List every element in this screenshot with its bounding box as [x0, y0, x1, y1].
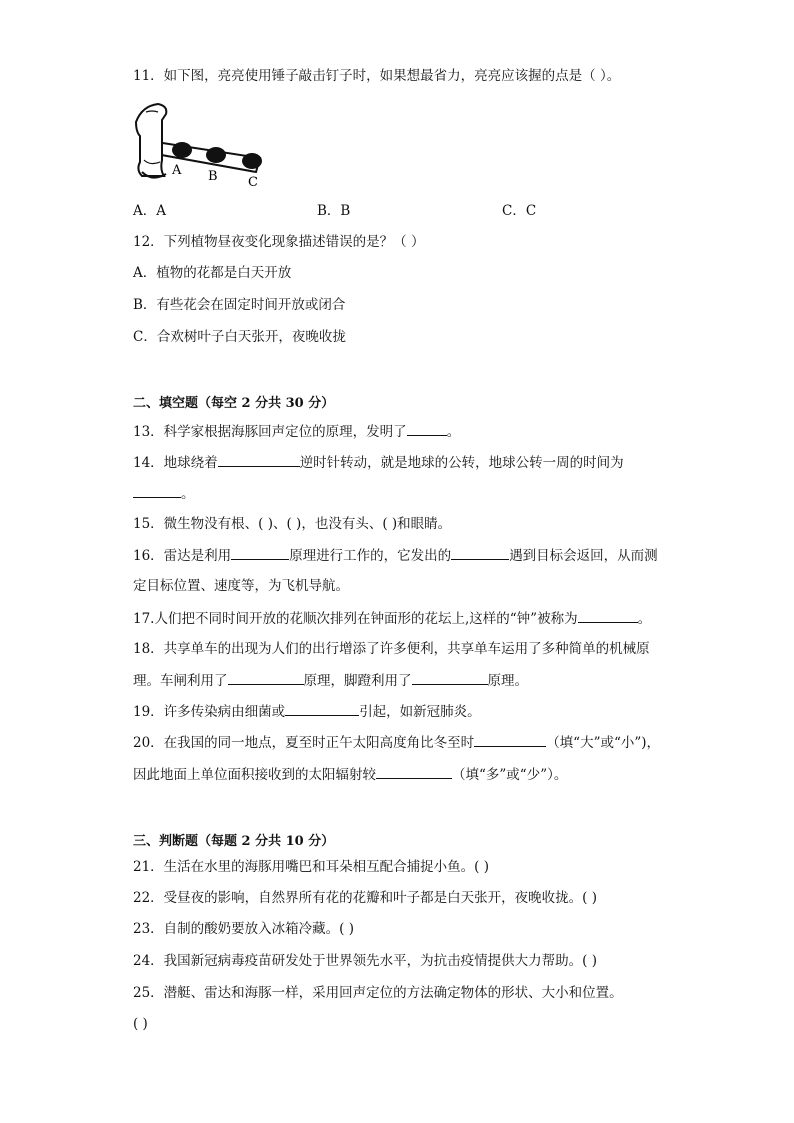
question-22: 22．受昼夜的影响，自然界所有花的花瓣和叶子都是白天张开，夜晚收拢。( ): [133, 890, 598, 906]
question-18-line-1: 18．共享单车的出现为人们的出行增添了许多便利，共享单车运用了多种简单的机械原: [133, 641, 650, 657]
question-13: 13．科学家根据海豚回声定位的原理，发明了 。: [133, 421, 460, 442]
question-19: 19．许多传染病由细菌或 引起，如新冠肺炎。: [133, 701, 481, 722]
q11-option-c: C．C: [502, 203, 537, 219]
q11-option-b: B．B: [317, 203, 351, 219]
question-12-text: 12．下列植物昼夜变化现象描述错误的是？（ ）: [133, 234, 425, 250]
question-15: 15．微生物没有根、( )、( )，也没有头、( )和眼睛。: [133, 516, 452, 532]
question-20-line-1: 20．在我国的同一地点，夏至时正午太阳高度角比冬至时 （填“大”或“小”)，: [133, 732, 660, 753]
question-21: 21．生活在水里的海豚用嘴巴和耳朵相互配合捕捉小鱼。( ): [133, 859, 490, 875]
q11-option-a: A．A: [133, 203, 166, 219]
figure-label-c: C: [248, 175, 258, 190]
grip-point-c: [242, 153, 262, 169]
question-14-line-2: 。: [133, 483, 195, 504]
q12-option-c: C．合欢树叶子白天张开，夜晚收拢: [133, 329, 346, 345]
question-20-line-2: 因此地面上单位面积接收到的太阳辐射较 （填“多”或“少”）。: [133, 764, 567, 785]
question-14-line-1: 14．地球绕着 逆时针转动，就是地球的公转，地球公转一周的时间为: [133, 452, 624, 473]
section-2-heading: 二、填空题（每空 2 分共 30 分）: [133, 396, 335, 411]
question-18-line-2: 理。车闸利用了 原理，脚蹬利用了 原理。: [133, 670, 528, 691]
question-17: 17.人们把不同时间开放的花顺次排列在钟面形的花坛上,这样的“钟”被称为 。: [133, 608, 651, 629]
figure-label-b: B: [208, 169, 218, 184]
section-3-heading: 三、判断题（每题 2 分共 10 分）: [133, 834, 335, 849]
question-11-text: 11．如下图，亮亮使用锤子敲击钉子时，如果想最省力，亮亮应该握的点是（ ）。: [133, 68, 621, 84]
question-16-line-1: 16．雷达是利用 原理进行工作的，它发出的 遇到目标会返回，从而测: [133, 545, 658, 566]
q12-option-b: B．有些花会在固定时间开放或闭合: [133, 297, 346, 313]
grip-point-a: [172, 142, 192, 158]
hammer-figure: [128, 100, 268, 190]
question-16-line-2: 定目标位置、速度等，为飞机导航。: [133, 578, 349, 594]
grip-point-b: [206, 147, 226, 163]
figure-label-a: A: [172, 163, 182, 178]
question-23: 23．自制的酸奶要放入冰箱冷藏。( ): [133, 921, 355, 937]
q12-option-a: A．植物的花都是白天开放: [133, 265, 292, 281]
question-25-line-1: 25．潜艇、雷达和海豚一样，采用回声定位的方法确定物体的形状、大小和位置。: [133, 985, 623, 1001]
question-25-line-2: ( ): [133, 1016, 148, 1032]
question-24: 24．我国新冠病毒疫苗研发处于世界领先水平，为抗击疫情提供大力帮助。( ): [133, 953, 598, 969]
